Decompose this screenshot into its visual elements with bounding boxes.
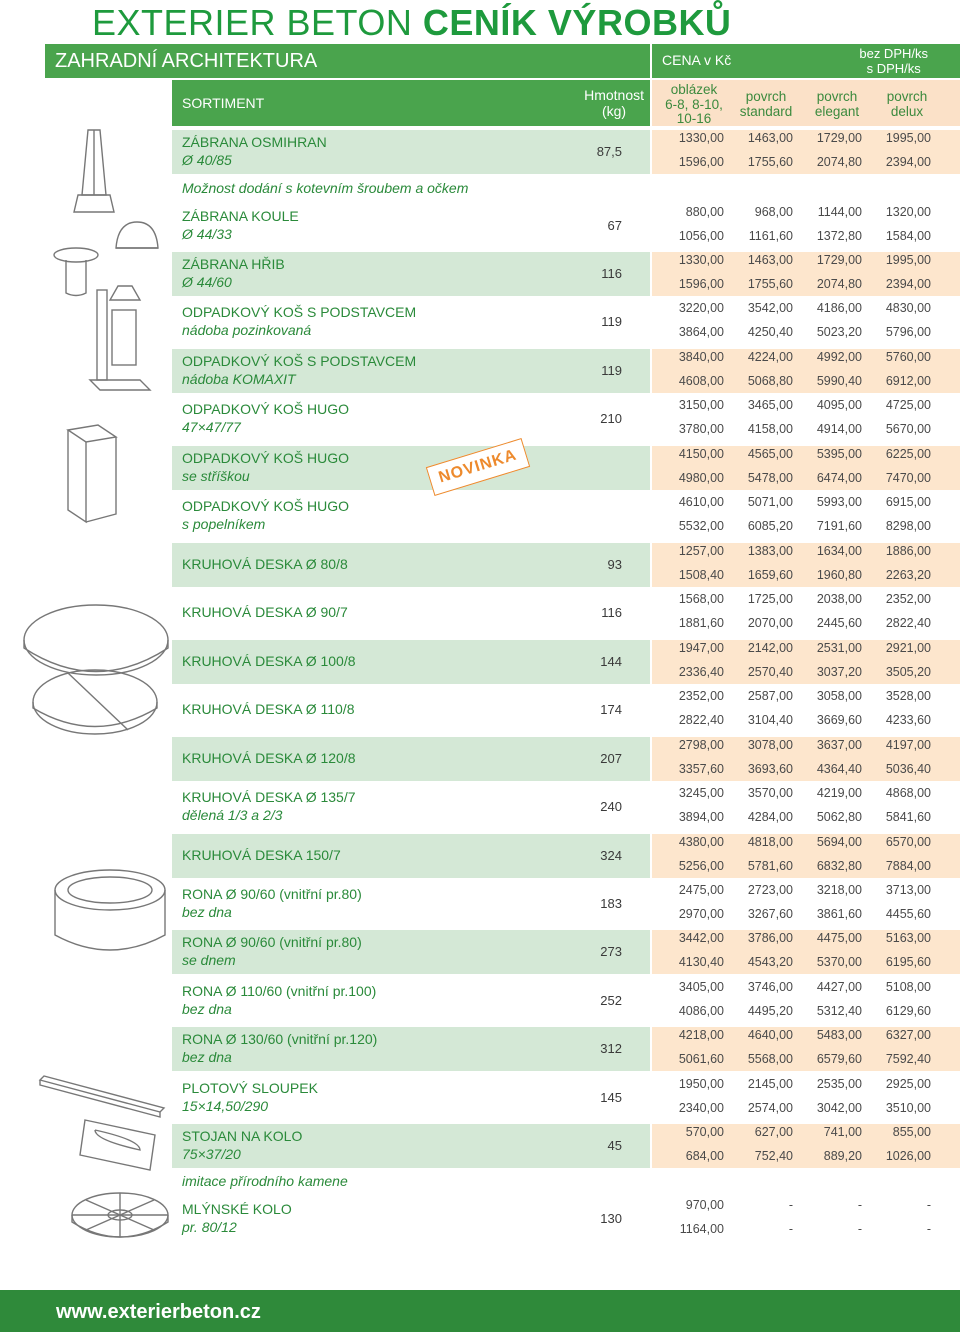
- table-header-prices: [652, 80, 960, 126]
- price-without-vat: 2531,00: [816, 641, 862, 655]
- price-without-vat: 1634,00: [816, 544, 862, 558]
- price-with-vat: 3693,60: [747, 762, 793, 776]
- product-name: ODPADKOVÝ KOŠ HUGO: [182, 498, 349, 514]
- product-spec: nádoba pozinkovaná: [182, 322, 312, 338]
- product-name: STOJAN NA KOLO: [182, 1128, 303, 1144]
- price-with-vat: 6474,00: [816, 471, 862, 485]
- price-without-vat: 5071,00: [747, 495, 793, 509]
- product-weight: 183: [600, 896, 622, 911]
- product-weight: 45: [607, 1138, 622, 1153]
- price-with-vat: 6832,80: [816, 859, 862, 873]
- product-weight: 130: [600, 1211, 622, 1226]
- price-without-vat: 1320,00: [885, 205, 931, 219]
- product-spec: se stříškou: [182, 468, 250, 484]
- price-with-vat: -: [857, 1222, 862, 1236]
- page-title: EXTERIER BETON CENÍK VÝROBKŮ: [92, 2, 732, 43]
- price-without-vat: 4186,00: [816, 301, 862, 315]
- col-header-pebble: oblázek 6-8, 8-10, 10-16: [665, 82, 723, 126]
- price-with-vat: 1508,40: [678, 568, 724, 582]
- price-with-vat: 3505,20: [885, 665, 931, 679]
- price-without-vat: 2921,00: [885, 641, 931, 655]
- product-weight: 145: [600, 1090, 622, 1105]
- price-with-vat: 5062,80: [816, 810, 862, 824]
- price-with-vat: -: [788, 1222, 793, 1236]
- price-with-vat: 4130,40: [678, 955, 724, 969]
- price-without-vat: 4224,00: [747, 350, 793, 364]
- price-with-vat: 4250,40: [747, 325, 793, 339]
- price-with-vat: 7470,00: [885, 471, 931, 485]
- price-without-vat: 4219,00: [816, 786, 862, 800]
- price-with-vat: 2070,00: [747, 616, 793, 630]
- table-row: [172, 494, 960, 538]
- price-without-vat: 5993,00: [816, 495, 862, 509]
- product-name: RONA Ø 130/60 (vnitřní pr.120): [182, 1031, 378, 1047]
- price-without-vat: 5694,00: [816, 835, 862, 849]
- table-row: [172, 1124, 960, 1168]
- price-with-vat: 6912,00: [885, 374, 931, 388]
- footer: [0, 1290, 960, 1332]
- table-row: [172, 204, 960, 248]
- product-spec: Ø 40/85: [182, 152, 232, 168]
- col-header-standard: povrch standard: [739, 89, 793, 119]
- product-name: KRUHOVÁ DESKA Ø 135/7: [182, 789, 356, 805]
- price-without-vat: 2352,00: [885, 592, 931, 606]
- price-with-vat: 1755,60: [747, 277, 793, 291]
- price-without-vat: 3058,00: [816, 689, 862, 703]
- price-without-vat: 1729,00: [816, 253, 862, 267]
- price-without-vat: 2587,00: [747, 689, 793, 703]
- product-weight: 87,5: [596, 144, 622, 159]
- table-row: [172, 834, 960, 878]
- price-with-vat: 1596,00: [678, 277, 724, 291]
- price-without-vat: 2535,00: [816, 1077, 862, 1091]
- price-with-vat: 2574,00: [747, 1101, 793, 1115]
- table-row: [172, 930, 960, 974]
- table-row: [172, 591, 960, 635]
- price-without-vat: 4992,00: [816, 350, 862, 364]
- price-without-vat: 2142,00: [747, 641, 793, 655]
- price-without-vat: 3528,00: [885, 689, 931, 703]
- mill-wheel-icon: [72, 1193, 168, 1237]
- fence-post-icon: [40, 1076, 164, 1117]
- product-name: ODPADKOVÝ KOŠ S PODSTAVCEM: [182, 353, 417, 369]
- price-without-vat: 3218,00: [816, 883, 862, 897]
- product-spec: Ø 44/60: [182, 274, 232, 290]
- product-spec: pr. 80/12: [182, 1219, 237, 1235]
- price-without-vat: 970,00: [685, 1198, 724, 1212]
- price-with-vat: 1881,60: [678, 616, 724, 630]
- circular-slab-icon: [24, 605, 168, 675]
- price-without-vat: 2352,00: [678, 689, 724, 703]
- bin-with-stand-icon: [90, 286, 150, 390]
- price-with-vat: 5370,00: [816, 955, 862, 969]
- price-without-vat: 3746,00: [747, 980, 793, 994]
- price-with-vat: 5023,20: [816, 325, 862, 339]
- price-with-vat: 7191,60: [816, 519, 862, 533]
- price-without-vat: 3637,00: [816, 738, 862, 752]
- product-name: ZÁBRANA OSMIHRAN: [182, 134, 327, 150]
- price-without-vat: 1995,00: [885, 253, 931, 267]
- product-name: KRUHOVÁ DESKA Ø 80/8: [182, 556, 348, 572]
- price-without-vat: 3840,00: [678, 350, 724, 364]
- product-weight: 119: [601, 314, 622, 329]
- price-without-vat: 1330,00: [678, 253, 724, 267]
- price-with-vat: 4086,00: [678, 1004, 724, 1018]
- price-without-vat: 627,00: [754, 1125, 793, 1139]
- website-url[interactable]: www.exterierbeton.cz: [56, 1301, 261, 1323]
- price-without-vat: 6915,00: [885, 495, 931, 509]
- table-row: [172, 130, 960, 174]
- price-with-vat: 5670,00: [885, 422, 931, 436]
- product-spec: 47×47/77: [182, 419, 241, 435]
- price-without-vat: 1725,00: [747, 592, 793, 606]
- sortiment-header: SORTIMENT: [182, 95, 265, 111]
- ring-icon: [55, 870, 165, 950]
- price-without-vat: 3465,00: [747, 398, 793, 412]
- table-row: [172, 446, 960, 490]
- price-without-vat: 4610,00: [678, 495, 724, 509]
- product-weight: 240: [600, 799, 622, 814]
- price-with-vat: 2445,60: [816, 616, 862, 630]
- price-with-vat: 7884,00: [885, 859, 931, 873]
- price-without-vat: 1886,00: [885, 544, 931, 558]
- col-header-delux: povrch delux: [886, 89, 928, 119]
- price-with-vat: 1161,60: [748, 229, 793, 243]
- product-weight: 252: [600, 993, 622, 1008]
- price-with-vat: 2394,00: [885, 277, 931, 291]
- product-spec: Ø 44/33: [182, 226, 232, 242]
- price-with-vat: 1164,00: [679, 1222, 724, 1236]
- price-without-vat: 3442,00: [678, 931, 724, 945]
- price-with-vat: 6129,60: [885, 1004, 931, 1018]
- price-with-vat: 3780,00: [678, 422, 724, 436]
- price-without-vat: 570,00: [685, 1125, 724, 1139]
- product-name: RONA Ø 90/60 (vnitřní pr.80): [182, 934, 362, 950]
- price-without-vat: 968,00: [754, 205, 793, 219]
- price-without-vat: 3713,00: [885, 883, 931, 897]
- price-with-vat: 3864,00: [678, 325, 724, 339]
- product-name: KRUHOVÁ DESKA Ø 120/8: [182, 750, 356, 766]
- table-row: [172, 1197, 960, 1241]
- product-weight: 273: [600, 944, 622, 959]
- price-with-vat: 684,00: [685, 1149, 724, 1163]
- price-with-vat: 3267,60: [747, 907, 793, 921]
- note-anchor-screw: Možnost dodání s kotevním šroubem a očkem: [182, 180, 469, 196]
- table-row: [172, 688, 960, 732]
- price-without-vat: 4197,00: [885, 738, 931, 752]
- price-with-vat: 2822,40: [885, 616, 931, 630]
- price-without-vat: 1950,00: [678, 1077, 724, 1091]
- price-without-vat: 4475,00: [816, 931, 862, 945]
- table-header-left: [172, 80, 650, 126]
- price-without-vat: 3245,00: [678, 786, 724, 800]
- new-badge: NOVINKA: [426, 438, 530, 496]
- price-without-vat: 1257,00: [678, 544, 724, 558]
- price-with-vat: 3037,20: [816, 665, 862, 679]
- price-without-vat: 1568,00: [678, 592, 724, 606]
- price-with-vat: 752,40: [754, 1149, 793, 1163]
- price-without-vat: 6225,00: [885, 447, 931, 461]
- table-row: [172, 300, 960, 344]
- table-row: [172, 397, 960, 441]
- product-spec: s popelníkem: [182, 516, 266, 532]
- price-without-vat: -: [926, 1198, 931, 1212]
- product-weight: 144: [600, 654, 622, 669]
- price-without-vat: 4427,00: [816, 980, 862, 994]
- price-without-vat: 4818,00: [747, 835, 793, 849]
- price-without-vat: 2925,00: [885, 1077, 931, 1091]
- price-with-vat: 8298,00: [885, 519, 931, 533]
- price-without-vat: 2145,00: [747, 1077, 793, 1091]
- product-spec: nádoba KOMAXIT: [182, 371, 296, 387]
- product-spec: 15×14,50/290: [182, 1098, 269, 1114]
- price-header-bar: [652, 44, 960, 78]
- table-row: [172, 1076, 960, 1120]
- price-with-vat: 889,20: [823, 1149, 862, 1163]
- price-without-vat: 5760,00: [885, 350, 931, 364]
- product-weight: 312: [600, 1041, 622, 1056]
- price-without-vat: 1330,00: [678, 131, 724, 145]
- price-without-vat: 6570,00: [885, 835, 931, 849]
- product-weight: 210: [600, 411, 622, 426]
- price-with-vat: 6195,60: [885, 955, 931, 969]
- table-row: [172, 882, 960, 926]
- table-row: [172, 1027, 960, 1071]
- product-spec: 75×37/20: [182, 1146, 241, 1162]
- price-with-vat: 5532,00: [678, 519, 724, 533]
- product-name: ODPADKOVÝ KOŠ HUGO: [182, 401, 349, 417]
- price-without-vat: 4095,00: [816, 398, 862, 412]
- price-without-vat: 5483,00: [816, 1028, 862, 1042]
- price-without-vat: 4150,00: [678, 447, 724, 461]
- product-name: RONA Ø 110/60 (vnitřní pr.100): [182, 983, 377, 999]
- price-with-vat: 2822,40: [678, 713, 724, 727]
- price-without-vat: 3570,00: [747, 786, 793, 800]
- price-with-vat: 4980,00: [678, 471, 724, 485]
- table-row: [172, 785, 960, 829]
- price-without-vat: 4830,00: [885, 301, 931, 315]
- price-with-vat: 1026,00: [885, 1149, 931, 1163]
- price-with-vat: 1755,60: [747, 155, 793, 169]
- product-name: ZÁBRANA HŘIB: [182, 256, 285, 272]
- product-name: ODPADKOVÝ KOŠ HUGO: [182, 450, 349, 466]
- table-row: [172, 543, 960, 587]
- price-without-vat: 5108,00: [885, 980, 931, 994]
- price-without-vat: 1995,00: [885, 131, 931, 145]
- price-without-vat: 6327,00: [885, 1028, 931, 1042]
- mushroom-bollard-icon: [54, 248, 98, 296]
- price-without-vat: 5395,00: [816, 447, 862, 461]
- price-without-vat: 4218,00: [678, 1028, 724, 1042]
- table-row: [172, 640, 960, 684]
- price-with-vat: 1056,00: [678, 229, 724, 243]
- price-with-vat: 5841,60: [885, 810, 931, 824]
- price-with-vat: 2074,80: [816, 277, 862, 291]
- price-without-vat: 4868,00: [885, 786, 931, 800]
- price-without-vat: 880,00: [685, 205, 724, 219]
- product-spec: bez dna: [182, 1001, 232, 1017]
- price-with-vat: 5036,40: [885, 762, 931, 776]
- note-stone-imitation: imitace přírodního kamene: [182, 1173, 348, 1189]
- price-without-vat: 1947,00: [678, 641, 724, 655]
- price-with-vat: 3104,40: [747, 713, 793, 727]
- price-with-vat: 4284,00: [747, 810, 793, 824]
- price-without-vat: 2475,00: [678, 883, 724, 897]
- price-with-vat: 4158,00: [747, 422, 793, 436]
- price-with-vat: 4543,20: [747, 955, 793, 969]
- price-with-vat: 1659,60: [747, 568, 793, 582]
- product-name: MLÝNSKÉ KOLO: [182, 1201, 292, 1217]
- product-name: KRUHOVÁ DESKA 150/7: [182, 847, 341, 863]
- price-with-vat: 4455,60: [885, 907, 931, 921]
- price-label: CENA v Kč: [662, 52, 732, 68]
- product-weight: 324: [600, 848, 622, 863]
- octagon-bollard-icon: [74, 130, 114, 212]
- price-with-vat: 1960,80: [816, 568, 862, 582]
- product-name: KRUHOVÁ DESKA Ø 110/8: [182, 701, 355, 717]
- price-without-vat: -: [857, 1198, 862, 1212]
- price-with-vat: 1596,00: [678, 155, 724, 169]
- product-spec: se dnem: [182, 952, 236, 968]
- product-weight: 174: [600, 702, 622, 717]
- price-with-vat: 5256,00: [678, 859, 724, 873]
- table-row: [172, 737, 960, 781]
- price-with-vat: 4608,00: [678, 374, 724, 388]
- section-title: ZAHRADNÍ ARCHITEKTURA: [45, 44, 650, 78]
- price-without-vat: -: [788, 1198, 793, 1212]
- price-without-vat: 855,00: [892, 1125, 931, 1139]
- product-name: KRUHOVÁ DESKA Ø 100/8: [182, 653, 356, 669]
- price-with-vat: 5796,00: [885, 325, 931, 339]
- col-header-elegant: povrch elegant: [814, 89, 860, 119]
- product-name: RONA Ø 90/60 (vnitřní pr.80): [182, 886, 362, 902]
- sphere-bollard-icon: [116, 222, 158, 248]
- price-with-vat: 6579,60: [816, 1052, 862, 1066]
- bike-stand-icon: [80, 1120, 155, 1170]
- product-spec: bez dna: [182, 904, 232, 920]
- price-without-vat: 2798,00: [678, 738, 724, 752]
- price-without-vat: 1463,00: [747, 253, 793, 267]
- table-row: [172, 349, 960, 393]
- price-with-vat: 2394,00: [885, 155, 931, 169]
- product-spec: bez dna: [182, 1049, 232, 1065]
- product-name: ODPADKOVÝ KOŠ S PODSTAVCEM: [182, 304, 417, 320]
- price-without-vat: 3220,00: [678, 301, 724, 315]
- price-with-vat: 2340,00: [678, 1101, 724, 1115]
- price-with-vat: 4364,40: [816, 762, 862, 776]
- price-without-vat: 4725,00: [885, 398, 931, 412]
- product-illustrations: [0, 0, 170, 1280]
- price-with-vat: 5478,00: [747, 471, 793, 485]
- price-with-vat: 5990,40: [816, 374, 862, 388]
- price-without-vat: 5163,00: [885, 931, 931, 945]
- price-with-vat: 4495,20: [747, 1004, 793, 1018]
- split-slab-icon: [33, 670, 157, 734]
- price-with-vat: 3357,60: [678, 762, 724, 776]
- price-with-vat: 4233,60: [885, 713, 931, 727]
- price-with-vat: 3669,60: [816, 713, 862, 727]
- price-without-vat: 1463,00: [747, 131, 793, 145]
- price-with-vat: 7592,40: [885, 1052, 931, 1066]
- price-with-vat: 5312,40: [816, 1004, 862, 1018]
- table-row: [172, 979, 960, 1023]
- price-with-vat: 6085,20: [747, 519, 793, 533]
- price-with-vat: 5568,00: [747, 1052, 793, 1066]
- price-with-vat: 2336,40: [678, 665, 724, 679]
- price-with-vat: 2970,00: [678, 907, 724, 921]
- product-weight: 67: [607, 218, 622, 233]
- table-row: [172, 252, 960, 296]
- price-without-vat: 2038,00: [816, 592, 862, 606]
- price-with-vat: 2263,20: [885, 568, 931, 582]
- price-with-vat: 2570,40: [747, 665, 793, 679]
- price-without-vat: 1729,00: [816, 131, 862, 145]
- price-without-vat: 741,00: [823, 1125, 862, 1139]
- product-weight: 116: [601, 605, 622, 620]
- price-with-vat: 5061,60: [678, 1052, 724, 1066]
- price-without-vat: 3786,00: [747, 931, 793, 945]
- price-with-vat: 1372,80: [816, 229, 862, 243]
- price-with-vat: 3861,60: [816, 907, 862, 921]
- price-without-vat: 3150,00: [678, 398, 724, 412]
- price-with-vat: 5068,80: [747, 374, 793, 388]
- price-with-vat: 4914,00: [816, 422, 862, 436]
- product-weight: 93: [607, 557, 622, 572]
- price-without-vat: 3542,00: [747, 301, 793, 315]
- product-weight: 207: [600, 751, 622, 766]
- price-without-vat: 4380,00: [678, 835, 724, 849]
- product-name: KRUHOVÁ DESKA Ø 90/7: [182, 604, 348, 620]
- vat-label: bez DPH/ks s DPH/ks: [859, 46, 928, 76]
- product-name: PLOTOVÝ SLOUPEK: [182, 1080, 318, 1096]
- price-without-vat: 3405,00: [678, 980, 724, 994]
- price-without-vat: 1144,00: [817, 205, 862, 219]
- weight-header: Hmotnost (kg): [584, 87, 644, 119]
- bin-hugo-icon: [68, 425, 116, 522]
- price-without-vat: 1383,00: [747, 544, 793, 558]
- price-with-vat: 5781,60: [747, 859, 793, 873]
- product-name: ZÁBRANA KOULE: [182, 208, 299, 224]
- price-without-vat: 4565,00: [747, 447, 793, 461]
- price-with-vat: 1584,00: [885, 229, 931, 243]
- price-without-vat: 2723,00: [747, 883, 793, 897]
- product-weight: 119: [601, 363, 622, 378]
- price-with-vat: 3894,00: [678, 810, 724, 824]
- product-spec: dělená 1/3 a 2/3: [182, 807, 283, 823]
- price-with-vat: 3042,00: [816, 1101, 862, 1115]
- price-without-vat: 3078,00: [747, 738, 793, 752]
- price-without-vat: 4640,00: [747, 1028, 793, 1042]
- product-weight: 116: [601, 266, 622, 281]
- price-with-vat: 2074,80: [816, 155, 862, 169]
- price-with-vat: -: [926, 1222, 931, 1236]
- price-with-vat: 3510,00: [885, 1101, 931, 1115]
